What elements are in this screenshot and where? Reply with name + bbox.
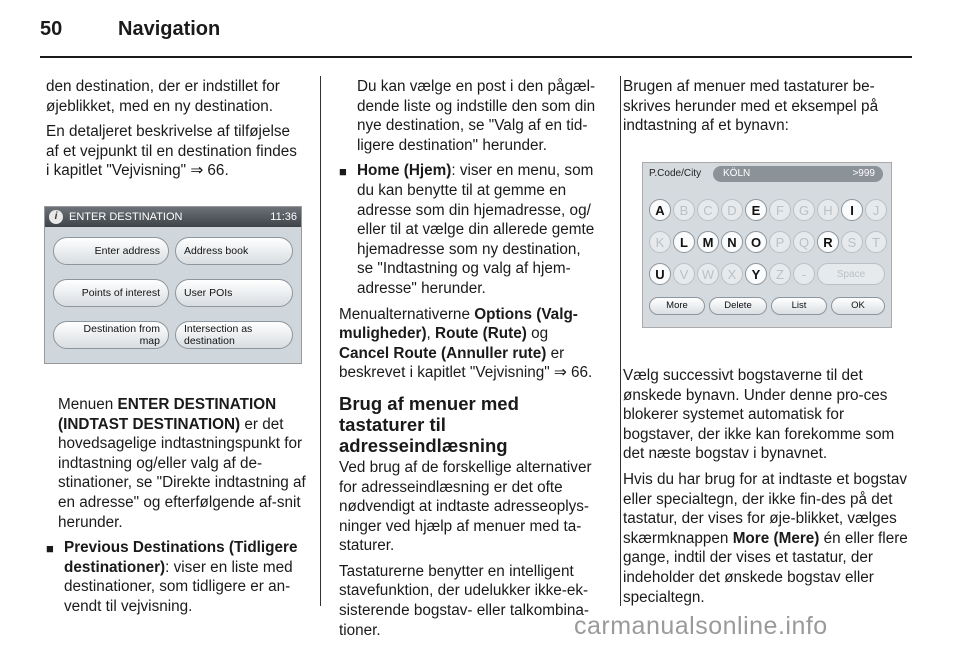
bullet-square-icon: ■ [46,541,54,557]
bullet-previous-destinations: ■ Previous Destinations (Tidligere destinationer): viser en liste med destinationer, som tidligere er an-vendt til vejvisning. [46,539,298,615]
key-z[interactable]: Z [769,263,791,285]
points-of-interest-button[interactable]: Points of interest [53,279,169,307]
keyboard-top-bar [643,163,891,185]
key-q[interactable]: Q [793,231,815,253]
page-header [40,18,221,41]
key-j[interactable]: J [865,199,887,221]
column-1 [46,77,308,187]
key-dash[interactable]: - [793,263,815,285]
col2-para1: Du kan vælge en post i den pågæl-dende liste og indstille den som din nye destination, se "Valg af en tid-ligere destination" herunder. [357,78,596,154]
key-s[interactable]: S [841,231,863,253]
key-t[interactable]: T [865,231,887,253]
key-b[interactable]: B [673,199,695,221]
column-divider-1 [320,76,321,606]
column-3-lower [623,366,908,613]
address-book-button[interactable]: Address book [175,237,293,265]
key-space[interactable]: Space [817,263,885,285]
col3-para3: Hvis du har brug for at indtaste et bogstav eller specialtegn, der ikke fin-des på det tastatur, der vises for øje-blikket, vælges skærmknappen More (Mere) én eller flere gange, indtil der vises et tastatur, der indeholder det ønskede bogstav eller specialtegn. [623,470,908,606]
keyboard-screenshot [642,162,892,328]
intersection-as-destination-button[interactable]: Intersection as destination [175,321,293,349]
col2-para2: Menualternativerne Options (Valg-muligheder), Route (Rute) og Cancel Route (Annuller rute) er beskrevet i kapitlet "Vejvisning" ⇒ 66. [339,305,593,382]
key-e[interactable]: E [745,199,767,221]
key-v[interactable]: V [673,263,695,285]
city-field-label: P.Code/City [649,168,702,179]
col1-para2: En detaljeret beskrivelse af tilføjelse af et vejpunkt til en destination findes i kapitlet "Vejvisning" ⇒ 66. [46,123,297,180]
key-n[interactable]: N [721,231,743,253]
screen-clock: 11:36 [270,211,297,223]
key-o[interactable]: O [745,231,767,253]
ok-button[interactable]: OK [831,297,885,315]
delete-button[interactable]: Delete [709,297,767,315]
column-3 [623,77,908,142]
key-k[interactable]: K [649,231,671,253]
bullet-square-icon: ■ [339,164,347,180]
list-button[interactable]: List [771,297,827,315]
col3-para1: Brugen af menuer med tastaturer be-skrives herunder med et eksempel på indtastning af et bynavn: [623,78,879,135]
col2-para3: Ved brug af de forskellige alternativer for adresseindlæsning er det ofte nødvendigt at indtaste adresseoplys-ninger ved hjælp af menuer med ta-staturer. [339,458,592,555]
info-icon: i [49,210,63,224]
city-input-value: KÖLN [723,168,751,179]
enter-address-button[interactable]: Enter address [53,237,169,265]
key-i[interactable]: I [841,199,863,221]
match-count: >999 [852,168,875,179]
key-l[interactable]: L [673,231,695,253]
key-c[interactable]: C [697,199,719,221]
column-2 [339,77,601,646]
key-u[interactable]: U [649,263,671,285]
key-w[interactable]: W [697,263,719,285]
page-number: 50 [40,18,63,40]
screen-title-bar [45,207,301,227]
screen-title: ENTER DESTINATION [69,211,183,223]
page-title: Navigation [118,18,221,40]
user-pois-button[interactable]: User POIs [175,279,293,307]
enter-destination-screenshot [44,206,302,364]
col3-para2: Vælg successivt bogstaverne til det ønskede bynavn. Under denne pro-ces blokerer systemet automatisk for bogstaver, der ikke kan forekomme som det næste bogstav i bynavnet. [623,367,895,463]
bullet-home: ■ Home (Hjem): viser en menu, som du kan benytte til at gemme en adresse som din hjemadresse, og/ eller til at vælge din allerede gemte hjemadresse som ny destination, se "Indtastning og valg af hjem-adresse" herunder. [339,162,595,297]
col2-para4: Tastaturerne benytter en intelligent stavefunktion, der udelukker ikke-ek-sisterende bogstav- eller talkombina-tioner. [339,562,589,639]
key-p[interactable]: P [769,231,791,253]
column-divider-2 [620,76,621,606]
section-heading: Brug af menuer med tastaturer til adresseindlæsning [339,392,519,456]
more-button[interactable]: More [649,297,705,315]
header-rule [40,56,912,58]
key-x[interactable]: X [721,263,743,285]
key-f[interactable]: F [769,199,791,221]
menu-paragraph: Menuen ENTER DESTINATION (INDTAST DESTINATION) er det hovedsagelige indtastningspunkt for indtastning og/eller valg af de-stinationer, se "Direkte indtastning af en adresse" og efterfølgende af-snit herunder. [58,396,306,531]
key-y[interactable]: Y [745,263,767,285]
key-r[interactable]: R [817,231,839,253]
key-h[interactable]: H [817,199,839,221]
destination-from-map-button[interactable]: Destination from map [53,321,169,349]
key-a[interactable]: A [649,199,671,221]
city-input[interactable] [713,166,883,182]
col1-para1: den destination, der er indstillet for øjeblikket, med en ny destination. [46,78,280,115]
column-1-lower [46,395,308,623]
key-g[interactable]: G [793,199,815,221]
watermark: carmanualsonline.info [574,612,828,640]
key-d[interactable]: D [721,199,743,221]
key-m[interactable]: M [697,231,719,253]
